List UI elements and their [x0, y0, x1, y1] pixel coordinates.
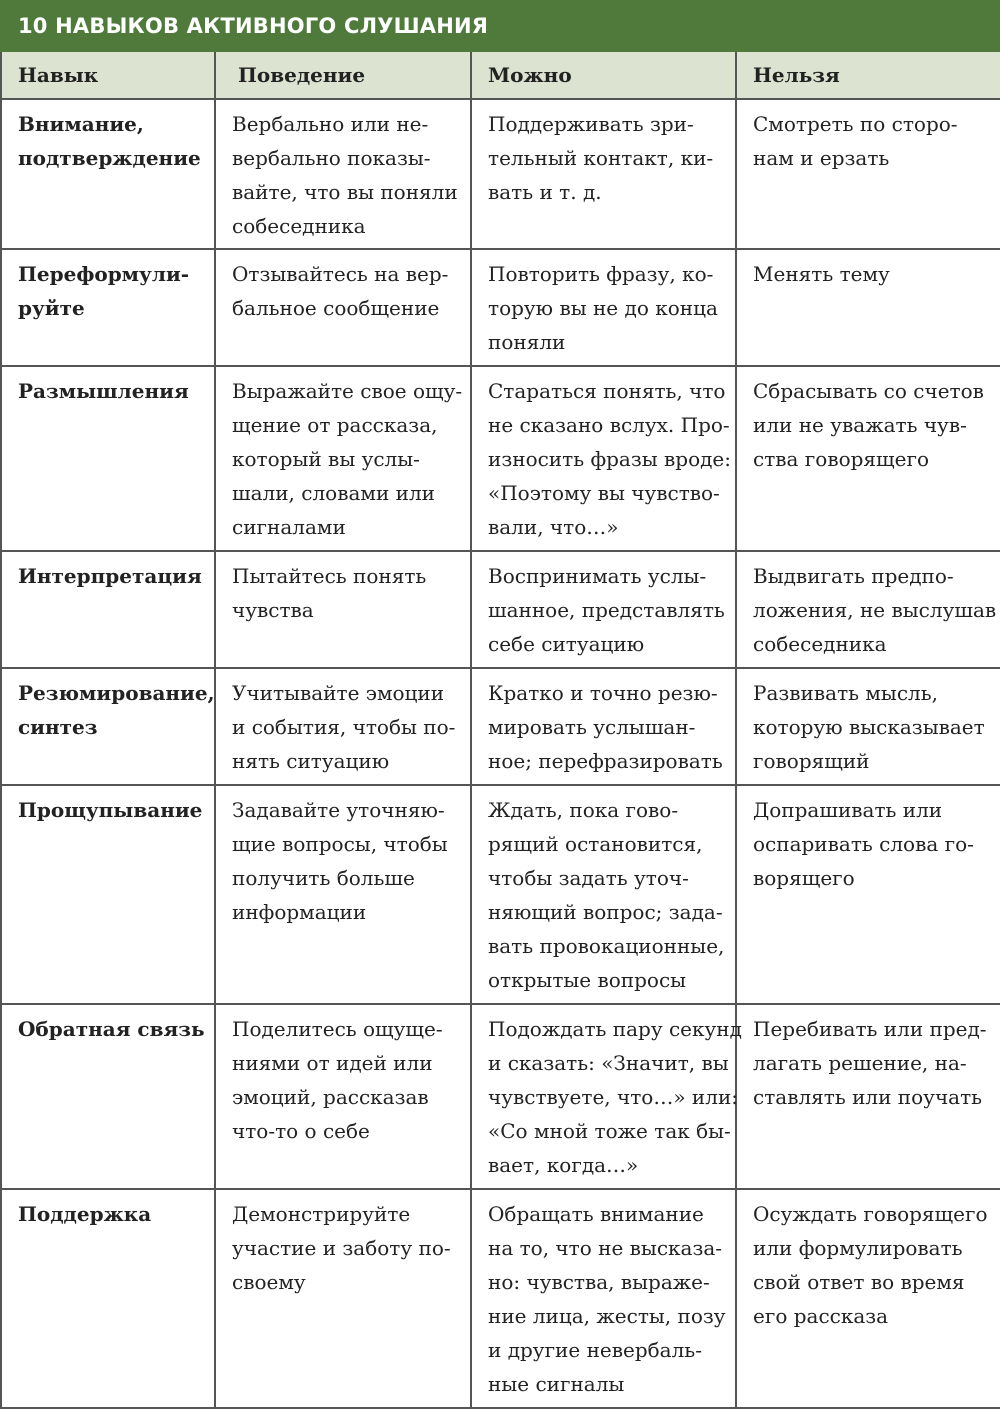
behavior-cell — [215, 785, 471, 1004]
table-row — [1, 99, 1000, 249]
cell-text-line: Поддержка — [18, 1202, 152, 1226]
cell-text-line: ставлять или поучать — [753, 1085, 983, 1109]
cell-text-line: Резюмирование, — [18, 681, 215, 705]
can-cell — [471, 366, 736, 551]
table-row — [1, 668, 1000, 785]
can-cell — [471, 551, 736, 668]
cell-text-line: Сбрасывать со счетов — [753, 379, 984, 403]
cell-text-line: который вы услы- — [232, 447, 420, 471]
can-cell — [471, 668, 736, 785]
cell-text-line: руйте — [18, 296, 85, 320]
cell-text-line: Развивать мысль, — [753, 681, 938, 705]
cell-text-line: Внимание, — [18, 112, 144, 136]
cell-text-line: чтобы задать уточ- — [488, 866, 689, 890]
can-cell — [471, 1004, 742, 1189]
behavior-cell — [215, 1189, 471, 1408]
cell-text-line: Переформули- — [18, 262, 190, 286]
cell-text-line: Поделитесь ощуще- — [232, 1017, 443, 1041]
cell-text-line: поняли — [488, 330, 566, 354]
table-row — [1, 249, 1000, 366]
cell-text-line: лагать решение, на- — [753, 1051, 967, 1075]
cell-text-line: Поддерживать зри- — [488, 112, 694, 136]
cannot-cell — [736, 249, 1000, 366]
cell-text-line: Задавайте уточняю- — [232, 798, 445, 822]
cannot-cell — [736, 551, 1000, 668]
skill-cell — [1, 249, 215, 366]
cell-text-line: открытые вопросы — [488, 968, 687, 992]
cell-text-line: вайте, что вы поняли — [232, 180, 458, 204]
cell-text-line: чувства — [232, 598, 314, 622]
header-row — [1, 52, 1000, 99]
cell-text-line: Выражайте свое ощу- — [232, 379, 463, 403]
cell-text-line: и другие невербаль- — [488, 1338, 702, 1362]
table-row — [1, 1189, 1000, 1408]
cell-text-line: ниями от идей или — [232, 1051, 433, 1075]
column-header-cannot: Нельзя — [736, 52, 1000, 99]
cell-text-line: мировать услышан- — [488, 715, 696, 739]
cell-text-line: Кратко и точно резю- — [488, 681, 718, 705]
column-header-behavior: Поведение — [215, 52, 471, 99]
cell-text-line: своему — [232, 1270, 306, 1294]
cell-text-line: свой ответ во время — [753, 1270, 965, 1294]
cell-text-line: которую высказывает — [753, 715, 985, 739]
cell-text-line: Прощупывание — [18, 798, 203, 822]
cell-text-line: информации — [232, 900, 367, 924]
cell-text-line: вербально показы- — [232, 146, 431, 170]
cell-text-line: ложения, не выслушав — [753, 598, 997, 622]
cell-text-line: вали, что…» — [488, 515, 619, 539]
cell-text-line: вает, когда…» — [488, 1153, 639, 1177]
table-title: 10 НАВЫКОВ АКТИВНОГО СЛУШАНИЯ — [0, 0, 1000, 52]
skill-cell — [1, 668, 215, 785]
cell-text-line: синтез — [18, 715, 98, 739]
cannot-cell — [736, 1189, 1000, 1408]
column-header-can: Можно — [471, 52, 736, 99]
table-row — [1, 551, 1000, 668]
cell-text-line: Выдвигать предпо- — [753, 564, 954, 588]
can-cell — [471, 1189, 736, 1408]
skill-cell — [1, 1189, 215, 1408]
cell-text-line: шали, словами или — [232, 481, 436, 505]
cell-text-line: его рассказа — [753, 1304, 889, 1328]
cell-text-line: чувствуете, что…» или: — [488, 1085, 739, 1109]
cell-text-line: Воспринимать услы- — [488, 564, 707, 588]
can-cell — [471, 249, 736, 366]
skills-table — [0, 52, 1000, 1409]
behavior-cell — [215, 249, 471, 366]
cell-text-line: и сказать: «Значит, вы — [488, 1051, 729, 1075]
cell-text-line: но: чувства, выраже- — [488, 1270, 710, 1294]
cell-text-line: что-то о себе — [232, 1119, 370, 1143]
cell-text-line: щение от рассказа, — [232, 413, 438, 437]
cell-text-line: бальное сообщение — [232, 296, 440, 320]
cell-text-line: Повторить фразу, ко- — [488, 262, 714, 286]
cell-text-line: или формулировать — [753, 1236, 963, 1260]
cell-text-line: ные сигналы — [488, 1372, 625, 1396]
cell-text-line: на то, что не высказа- — [488, 1236, 723, 1260]
cell-text-line: износить фразы вроде: — [488, 447, 732, 471]
cell-text-line: Обратная связь — [18, 1017, 205, 1041]
cell-text-line: шанное, представлять — [488, 598, 725, 622]
cell-text-line: Смотреть по сторо- — [753, 112, 958, 136]
cannot-cell — [736, 668, 1000, 785]
cell-text-line: ворящего — [753, 866, 855, 890]
table-row — [1, 785, 1000, 1004]
cell-text-line: Перебивать или пред- — [753, 1017, 987, 1041]
cell-text-line: Пытайтесь понять — [232, 564, 427, 588]
skill-cell — [1, 99, 215, 249]
cell-text-line: Отзывайтесь на вер- — [232, 262, 449, 286]
cell-text-line: тельный контакт, ки- — [488, 146, 714, 170]
cell-text-line: нять ситуацию — [232, 749, 390, 773]
skill-cell — [1, 366, 215, 551]
cell-text-line: или не уважать чув- — [753, 413, 967, 437]
skill-cell — [1, 1004, 215, 1189]
cell-text-line: и события, чтобы по- — [232, 715, 456, 739]
cell-text-line: сигналами — [232, 515, 346, 539]
skill-cell — [1, 785, 215, 1004]
cell-text-line: ное; перефразировать — [488, 749, 723, 773]
behavior-cell — [215, 1004, 471, 1189]
behavior-cell — [215, 99, 471, 249]
cell-text-line: оспаривать слова го- — [753, 832, 974, 856]
cell-text-line: нам и ерзать — [753, 146, 890, 170]
can-cell — [471, 99, 736, 249]
cell-text-line: «Поэтому вы чувство- — [488, 481, 720, 505]
can-cell — [471, 785, 736, 1004]
cell-text-line: Демонстрируйте — [232, 1202, 411, 1226]
cannot-cell — [736, 366, 1000, 551]
cell-text-line: «Со мной тоже так бы- — [488, 1119, 731, 1143]
table-row — [1, 366, 1000, 551]
cell-text-line: эмоций, рассказав — [232, 1085, 429, 1109]
cannot-cell — [736, 785, 1000, 1004]
behavior-cell — [215, 366, 471, 551]
cell-text-line: торую вы не до конца — [488, 296, 718, 320]
cell-text-line: Подождать пару секунд — [488, 1017, 742, 1041]
cell-text-line: рящий остановится, — [488, 832, 703, 856]
cell-text-line: вать и т. д. — [488, 180, 602, 204]
cell-text-line: Стараться понять, что — [488, 379, 726, 403]
cell-text-line: Интерпретация — [18, 564, 202, 588]
cell-text-line: Менять тему — [753, 262, 890, 286]
cell-text-line: Ждать, пока гово- — [488, 798, 679, 822]
cell-text-line: получить больше — [232, 866, 415, 890]
cell-text-line: щие вопросы, чтобы — [232, 832, 448, 856]
behavior-cell — [215, 551, 471, 668]
cell-text-line: Допрашивать или — [753, 798, 943, 822]
cell-text-line: говорящий — [753, 749, 870, 773]
cell-text-line: собеседника — [232, 214, 366, 238]
cell-text-line: собеседника — [753, 632, 887, 656]
cell-text-line: не сказано вслух. Про- — [488, 413, 730, 437]
cannot-cell — [736, 99, 1000, 249]
cell-text-line: участие и заботу по- — [232, 1236, 451, 1260]
cell-text-line: себе ситуацию — [488, 632, 645, 656]
cell-text-line: Осуждать говорящего — [753, 1202, 988, 1226]
table-row — [1, 1004, 1000, 1189]
cell-text-line: Обращать внимание — [488, 1202, 704, 1226]
cell-text-line: подтверждение — [18, 146, 201, 170]
cell-text-line: няющий вопрос; зада- — [488, 900, 723, 924]
cannot-cell — [736, 1004, 1000, 1189]
behavior-cell — [215, 668, 471, 785]
cell-text-line: ства говорящего — [753, 447, 929, 471]
cell-text-line: вать провокационные, — [488, 934, 725, 958]
cell-text-line: Вербально или не- — [232, 112, 429, 136]
cell-text-line: Размышления — [18, 379, 189, 403]
column-header-skill: Навык — [1, 52, 215, 99]
cell-text-line: Учитывайте эмоции — [232, 681, 445, 705]
skill-cell — [1, 551, 215, 668]
cell-text-line: ние лица, жесты, позу — [488, 1304, 726, 1328]
